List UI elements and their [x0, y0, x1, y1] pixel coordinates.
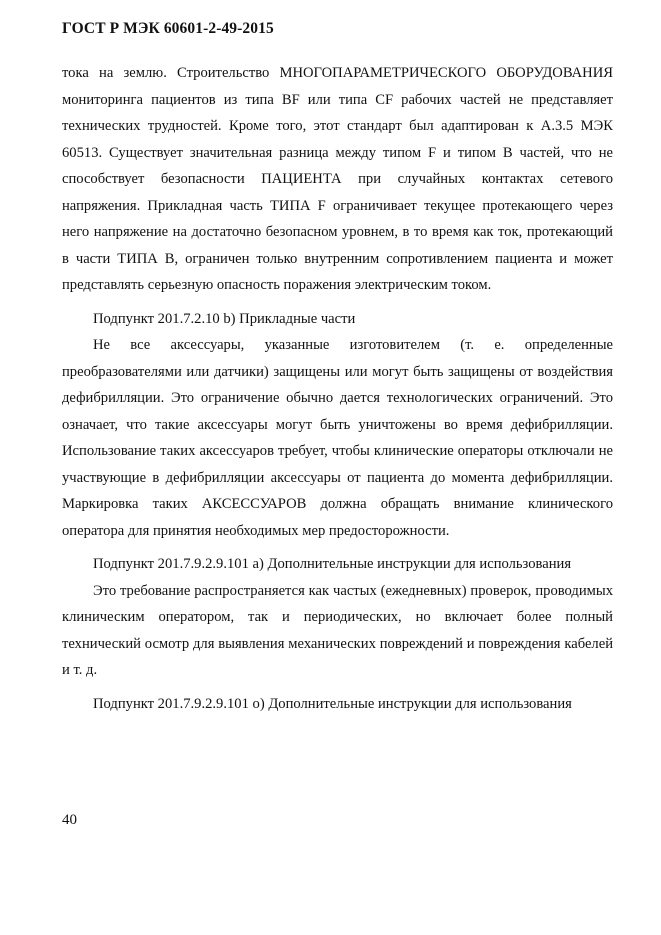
subclause-heading-applied-parts: Подпункт 201.7.2.10 b) Прикладные части: [93, 310, 356, 327]
subclause-heading-instructions-a: Подпункт 201.7.9.2.9.101 a) Дополнительные инструкции для использования: [93, 556, 572, 572]
subclause-heading-instructions-o: Подпункт 201.7.9.2.9.101 o) Дополнительные инструкции для использования: [93, 695, 572, 712]
paragraph-inspection-requirement: Это требование распространяется как частых (ежедневных) проверок, проводимых клиническим оператором, так и периодических, но включает более полный технический осмотр для выявления механических повреждений и повреждения кабелей и т. д.: [62, 582, 613, 678]
document-body: [62, 60, 613, 717]
paragraph-ground-current: тока на землю. Строительство МНОГОПАРАМЕТРИЧЕСКОГО ОБОРУДОВАНИЯ мониторинга пациентов из типа BF или типа CF рабочих частей не представляет технических трудностей. Кроме того, этот стандарт был адаптирован к А.3.5 МЭК 60513. Существует значительная разница между типом F и типом B частей, что не способствует безопасности ПАЦИЕНТА при случайных контактах сетевого напряжения. Прикладная часть ТИПА F ограничивает текущее протекающего через него напряжение на достаточно безопасном уровнем, в то время как ток, протекающий в части ТИПА B, ограничен только внутренним сопротивлением пациента и может представлять серьезную опасность поражения электрическим током.: [62, 65, 613, 293]
document-header-title: ГОСТ Р МЭК 60601-2-49-2015: [62, 20, 274, 37]
paragraph-accessories-defibrillation: Не все аксессуары, указанные изготовителем (т. е. определенные преобразователями или датчики) защищены или могут быть защищены от воздействия дефибрилляции. Это ограничение обычно дается технологических ограничений. Это означает, что такие аксессуары могут быть уничтожены во время дефибрилляции. Использование таких аксессуаров требует, чтобы клинические операторы отключали не участвующие в дефибрилляции аксессуары от пациента до момента дефибрилляции. Маркировка таких АКСЕССУАРОВ должна обращать внимание клинического оператора для принятия необходимых мер предосторожности.: [62, 337, 613, 539]
page-number: 40: [62, 812, 77, 828]
